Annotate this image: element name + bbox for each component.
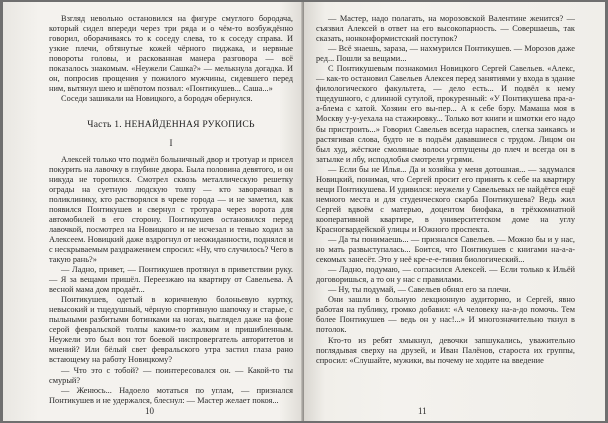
paragraph: С Понтикушевым познакомил Новицкого Сергей Савельев. «Алекс, — как-то остановил Савельев Алексея перед занятиями у входа в здание филологического факультета, — дело есть... И подвёл к нему тщедушного, с длинной сутулой, прокуренный: «У Понтикушева пра-а-а-блема с хатой. Хозяин его вы-пер... А к себе бэру. Мамаша моя в Москву у-у-уехала на стажировку... Только вот книги и шмотки его надо бы пристроить...» Говорил Савельев всегда нараспев, слегка заикаясь и растягивая слова, будто не в подъём дававшиеся с трудом. Лицом он был худ, жёсткие смоляные волосы отпущены до плеч и всегда он в затылке и лбу, исподлобья смотрели угрями. [316,64,575,164]
right-page [304,2,605,421]
page-number-left: 10 [145,406,154,416]
right-page-text [316,14,575,366]
paragraph: Взгляд невольно остановился на фигуре смуглого бородача, который сидел впереди через три ряда и о чём-то возбуждённо говорил, оборачиваясь то к соседу слева, то к соседу справа. И узкие плечи, обтянутые кожей чёрного пиджака, и нервные повороты головы, и раскованная манера разговора — всё показалось знакомым. «Неужели Сашка?» — мелькнула догадка. И он, попросив прощения у пожилого мужчины, сидевшего перед ним, вытянул шею и шёпотом позвал: «Понтикушев... Саша...» [49,14,293,94]
paragraph: — Если бы не Илья... Да и хозяйка у меня дотошная... — задумался Новицкий, понимая, что Сергей просит его принять к себе на квартиру вещи Понтикушева. И удивился: неужели у Савельевых не найдётся ещё немного места и для студенческого скарба Понтикушева? Ведь жил Сергей вдвоём с матерью, доцентом биофака, в трёхкомнатной кооперативной квартире, в университетском доме на углу Красногвардейской улицы и Южного проспекта. [316,164,576,234]
paragraph: Кто-то из ребят хмыкнул, девочки запшукались, уважительно поглядывая сверху на друзей, и Иван Палёнов, староста их группы, спросил: «Слушайте, мужики, вы почему не ходите на введение [316,335,575,365]
paragraph: — Что это с тобой? — поинтересовался он. — Какой-то ты смурый? [49,365,293,385]
chapter-title: Часть 1. НЕНАЙДЕННАЯ РУКОПИСЬ [87,119,255,131]
left-page [3,2,303,421]
left-page-text [49,14,293,406]
paragraph: — Ладно, подумаю, — согласился Алексей. — Если только к Ильёй договоришься, а то он у нас с правилами. [316,265,575,285]
paragraph: — Ладно, привет, — Понтикушев протянул в приветствии руку. — Я за вещами пришёл. Переезжаю на квартиру от Савельева. А весной мама дом продаёт... [49,265,293,295]
page-number-right: 11 [418,406,427,416]
paragraph: Соседи зашикали на Новицкого, а бородач обернулся. [61,94,253,104]
paragraph: — Да ты понимаешь... — признался Савельев. — Можно бы и у нас, но мать развыступалась... Боится, что Понтикушев с книгами на-а-а-секомых занесёт. Это у неё кре-е-е-тиния биологический... [316,235,575,265]
paragraph: Они зашли в больную лекционную аудиторию, и Сергей, явно работая на публику, громко добавил: «А человеку на-а-до помочь. Тем более Понтикушев — ведь он у нас!...» И многозначительно ткнул в потолок. [316,295,575,335]
paragraph: — Ну, ты подумай, — Савельев обнял его за плечи. [328,285,511,295]
paragraph: Понтикушев, одетый в коричневую болоньевую куртку, невысокий и тщедушный, чёрную спортивную шапочку и старые, с пыльными разбитыми ботинками на ногах, выглядел даже на фоне серой февральской толпы каким-то жалким и пришибленным. Неужели это был вон тот боевой ниспровергатель авторитетов и мнений? Или бёлый свет февральского утра застил глаза рано встающему на работу Новицкому? [49,295,293,365]
paragraph: Алексей только что подмёл больничный двор и тротуар и присел покурить на лавочку в глубине двора. Была половина девятого, и он никуда не торопился. Смотрел сквозь металлическую решетку ограды на суетную людскую толпу — кто заворачивал в поликлинику, кто растворялся в чреве города — и не заметил, как появился Понтикушев и свернул с тротуара через ворота для автомобилей в его сторону. Понтикушев остановился перед лавочкой, посмотрел на Новицкого и не исчезал и тенью ходил за Алексеем. Новицкий даже вздрогнул от неожиданности, поднялся и с нескрываемым раздражением спросил: «Ну, что случилось? Чего в такую рань?» [49,154,293,264]
section-number: I [169,138,173,149]
paragraph: — Женюсь... Надоело мотаться по углам, — признался Понтикушев и не удержался, блеснул: — Мастер желает покоя... [49,385,293,405]
paragraph: — Всё знаешь, зараза, — нахмурился Понтикушев. — Морозов даже ред... Пошли за вещами... [316,44,575,64]
paragraph: — Мастер, надо полагать, на морозовской Валентине женится? — съязвил Алексей в ответ на его высокопарность. — Совершаешь, так сказать, нонконформистский поступок? [316,14,575,44]
